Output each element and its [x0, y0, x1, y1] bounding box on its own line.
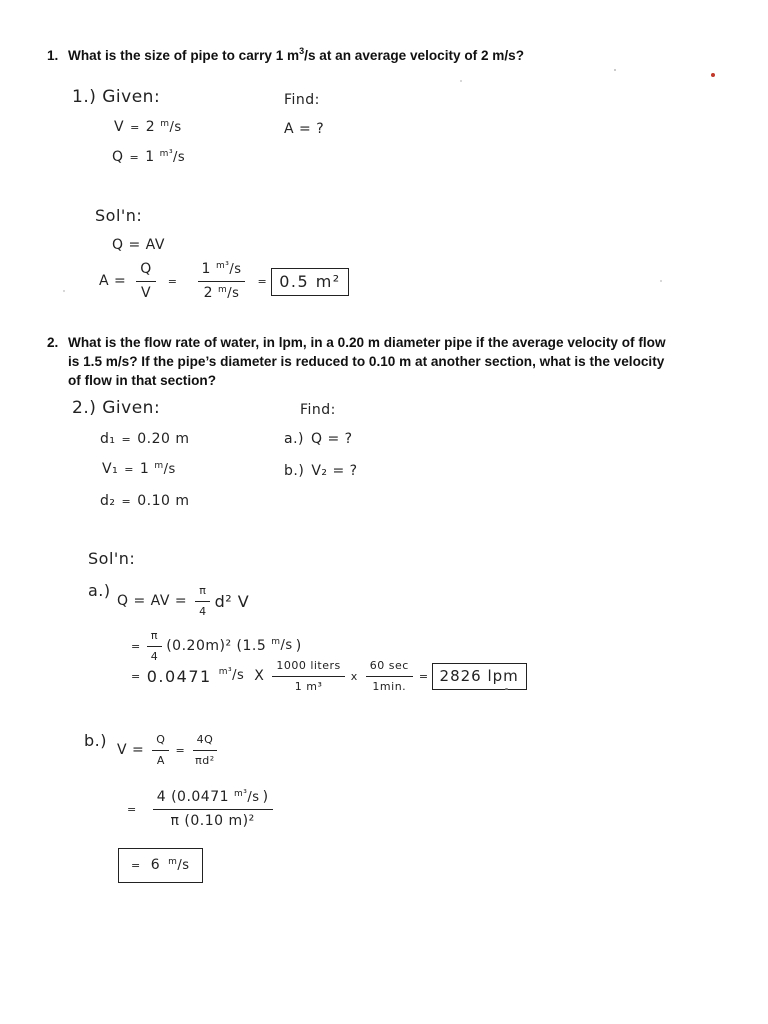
fraction-q-over-a [152, 734, 169, 767]
stray-mark [460, 80, 462, 82]
fraction-values [198, 262, 246, 302]
unit [160, 118, 182, 135]
answer-box [118, 848, 203, 883]
value: 1 [201, 261, 211, 277]
unit-bottom: /s [163, 461, 176, 477]
part-b-label: b.) [84, 731, 107, 750]
variable: V₁ [102, 461, 119, 477]
numerator-text: 4 (0.0471 [156, 789, 230, 805]
unit-bottom: /s [227, 286, 240, 302]
part-b-line-2 [127, 790, 273, 830]
stray-mark [614, 69, 616, 71]
unit [271, 639, 292, 653]
fraction-pi-over-4 [147, 630, 163, 663]
unit-top: m [160, 118, 170, 129]
equals-sign: = [175, 743, 186, 757]
stray-mark [505, 688, 508, 690]
equals-sign: = [121, 432, 132, 446]
formula-rest: d² V [214, 591, 250, 611]
question-number: 2. [47, 335, 59, 350]
stray-mark [660, 280, 662, 282]
value: 2 [145, 119, 156, 135]
equals-sign: = [418, 669, 429, 683]
denominator: 4 [199, 605, 207, 619]
unit [216, 262, 242, 277]
equals-sign: = [127, 802, 137, 816]
unit-top: m³ [218, 667, 233, 678]
closing-paren: ) [295, 637, 302, 654]
numerator: π [147, 630, 162, 647]
unit-top: m [154, 460, 164, 471]
part-b-answer [118, 848, 203, 883]
unit-bottom: /s [247, 790, 260, 805]
question-1 [47, 46, 524, 65]
unit-bottom: /s [280, 638, 293, 654]
unit [218, 286, 239, 301]
denominator: V [140, 285, 152, 302]
fraction-pi-over-4 [195, 585, 211, 618]
given-heading: 1.) Given: [72, 87, 161, 107]
stray-mark [63, 290, 65, 292]
value: 0.10 m [137, 493, 190, 509]
find-expression: Q = ? [311, 431, 353, 447]
unit [154, 460, 176, 477]
question-line [47, 333, 666, 352]
fraction-substitution [153, 790, 273, 830]
find-area: A = ? [284, 121, 325, 137]
variable: V [114, 119, 125, 135]
unit-bottom: /s [232, 668, 245, 684]
question-text-start: What is the size of pipe to carry 1 m [68, 48, 300, 63]
answer-box: 0.5 m² [271, 268, 349, 296]
equals-sign: = [129, 150, 140, 164]
variable: Q [112, 149, 124, 165]
denominator: 1min. [372, 680, 407, 694]
denominator: 4 [150, 650, 159, 664]
given-heading: 2.) Given: [72, 398, 161, 418]
conversion-minutes [366, 660, 413, 693]
value: 1 [145, 149, 155, 165]
value: 6 [150, 857, 161, 873]
part-a-line-1 [117, 585, 249, 618]
equals-sign: = [257, 274, 268, 288]
unit [219, 669, 245, 683]
numerator: 60 sec [366, 660, 413, 677]
numerator [198, 262, 246, 282]
question-text: What is the flow rate of water, in lpm, in a 0.20 m diameter pipe if the average velocity of flow [68, 335, 666, 350]
numerator: 4Q [193, 734, 218, 751]
find-heading: Find: [284, 92, 320, 108]
find-label: b.) [284, 463, 305, 479]
value: 0.20 m [137, 431, 190, 447]
closing-paren: ) [262, 789, 269, 805]
substitution: (0.20m)² (1.5 [166, 637, 267, 654]
denominator: A [156, 754, 165, 768]
answer-box: 2826 lpm [432, 663, 527, 690]
solution-heading: Sol'n: [88, 549, 136, 568]
unit [234, 790, 260, 805]
equals-sign: = [131, 669, 141, 683]
value: 2 [203, 285, 213, 302]
equals-sign: = [121, 494, 132, 508]
given-velocity-1 [102, 462, 176, 477]
question-line: is 1.5 m/s? If the pipe’s diameter is reduced to 0.10 m at another section, what is the velocity [68, 354, 665, 369]
equals-sign: = [131, 858, 141, 872]
denominator [200, 282, 244, 301]
value: 0.0471 [146, 666, 212, 686]
value: 1 [139, 461, 150, 477]
continuity-formula: Q = AV [112, 237, 165, 253]
area-calculation [99, 262, 349, 302]
equals-sign: = [124, 462, 134, 476]
question-superscript: 3 [299, 46, 305, 56]
question-number: 1. [47, 48, 59, 63]
find-flow-rate [284, 432, 353, 447]
formula-lhs: V = [117, 741, 145, 758]
denominator: 1 m³ [294, 680, 323, 694]
numerator: Q [152, 734, 169, 751]
find-label: a.) [284, 431, 304, 447]
unit-bottom: /s [169, 119, 182, 135]
given-flow-rate [112, 150, 185, 165]
denominator: π (0.10 m)² [170, 813, 255, 830]
calc-lhs: A = [99, 273, 127, 290]
find-heading: Find: [300, 402, 336, 418]
equals-sign: = [131, 639, 141, 653]
find-velocity-2 [284, 464, 358, 479]
equals-sign: = [130, 120, 140, 134]
given-diameter-2 [100, 494, 189, 509]
part-a-label: a.) [88, 581, 111, 600]
unit [168, 856, 190, 873]
numerator [153, 790, 273, 810]
question-2 [47, 333, 666, 390]
conversion-liters [272, 660, 344, 693]
unit-top: m³ [234, 789, 248, 799]
unit-bottom: /s [177, 857, 190, 873]
times-sign: x [350, 669, 358, 683]
numerator: 1000 liters [272, 660, 344, 677]
part-b-line-1 [117, 734, 219, 767]
denominator: πd² [195, 754, 215, 768]
times-sign: X [254, 667, 265, 684]
question-line: of flow in that section? [68, 373, 217, 388]
given-diameter-1 [100, 432, 189, 447]
fraction-4q-over-pi-d-squared [191, 734, 219, 767]
variable: d₁ [100, 431, 116, 447]
fraction-q-over-v [136, 262, 156, 302]
unit-top: m [168, 856, 178, 867]
find-expression: V₂ = ? [311, 463, 358, 479]
unit-top: m³ [159, 148, 174, 159]
unit [159, 148, 186, 165]
question-text-end: /s at an average velocity of 2 m/s? [304, 48, 525, 63]
unit-top: m [271, 637, 281, 648]
unit-bottom: /s [229, 262, 242, 277]
unit-bottom: /s [173, 149, 186, 165]
equals-sign: = [167, 274, 178, 288]
variable: d₂ [100, 493, 116, 509]
unit-top: m³ [215, 261, 230, 271]
given-velocity [114, 120, 182, 135]
numerator: Q [136, 262, 156, 282]
numerator: π [195, 585, 210, 602]
unit-top: m [217, 285, 228, 296]
formula-lhs: Q = AV = [117, 592, 188, 609]
solution-heading: Sol'n: [95, 206, 143, 225]
stray-mark [711, 73, 715, 77]
part-a-line-3 [131, 660, 527, 693]
